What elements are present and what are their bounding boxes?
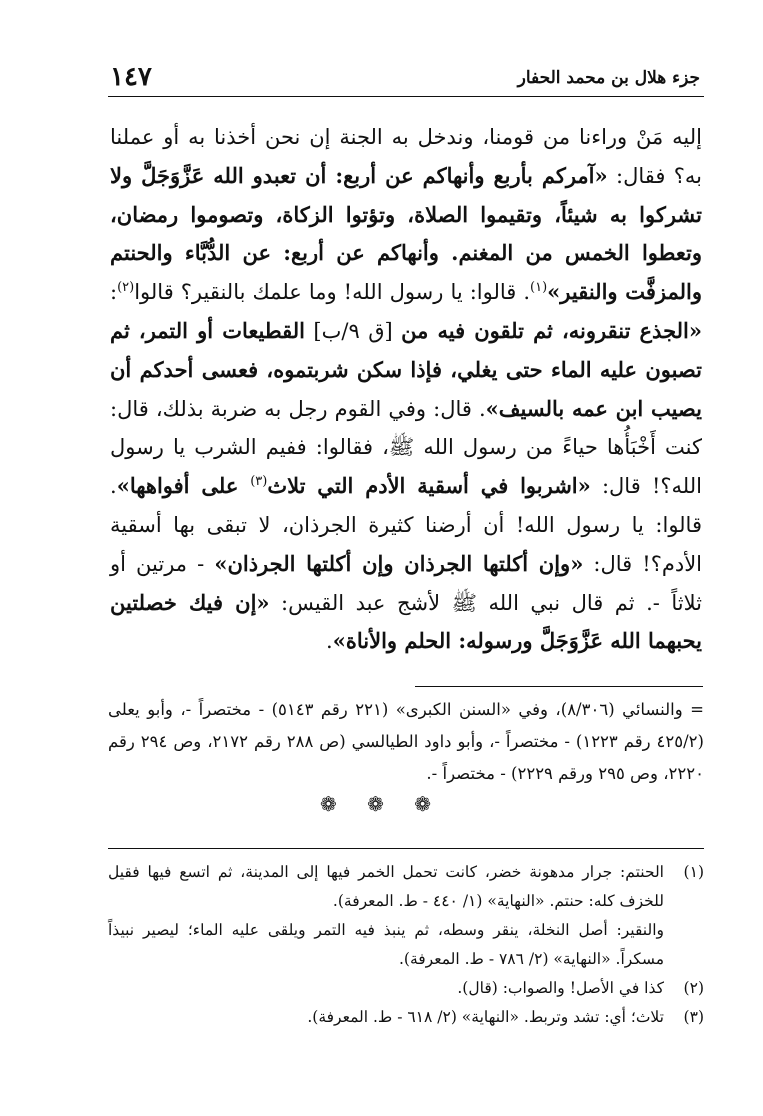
quoted-text: «إن فيك خصلتين يحبهما الله عَزَّوَجَلَّ ورسوله: الحلم والأناة» [110, 589, 702, 654]
quoted-text: القطيعات أو التمر، ثم تصبون عليه الماء حتى يغلي، فإذا سكن شربتموه، فعسى أحدكم أن يصيب ابن عمه بالسيف» [110, 317, 702, 421]
footnote-ref: (٢) [117, 280, 135, 296]
footnote-number: (٢) [683, 979, 704, 997]
footnote [108, 858, 704, 916]
hadith-text [110, 118, 702, 661]
quoted-text: «آمركم بأربع وأنهاكم عن أربع: أن تعبدو الله عَزَّوَجَلَّ ولا تشركوا به شيئاً، وتقيموا الصلاة، وتؤتوا الزكاة، وتصوموا رمضان، وتعطوا الخمس من المغنم. وأنهاكم عن أربع: عن الدُّبَّاء والحنتم والمزفَّت والنقير» [110, 162, 702, 305]
running-header [110, 62, 700, 98]
footnote-number: (٣) [683, 1008, 704, 1026]
footnote [108, 1003, 704, 1032]
footnote [108, 974, 704, 1003]
narrative-text: إليه مَنْ وراءنا من قومنا، وندخل به الجنة إن نحن أخذنا به أو عملنا به؟ فقال: [110, 125, 702, 188]
section-ornaments: ❁ ❁ ❁ [320, 792, 443, 816]
page-number: ١٤٧ [110, 62, 152, 92]
footnote [108, 916, 704, 974]
narrative-text: . قالوا: يا رسول الله! أن أرضنا كثيرة الجرذان، لا تبقى بها أسقية الأدم؟! قال: [110, 474, 703, 576]
note-separator-rule [415, 686, 703, 687]
footnotes [108, 858, 704, 1032]
narrative-text: [ق ٩/ب] [304, 318, 402, 343]
narrative-text: . [326, 629, 333, 654]
quoted-text: على أفواهها» [116, 473, 251, 499]
footnote-number: (١) [683, 863, 704, 881]
footnote-text: الحنتم: جرار مدهونة خضر، كانت تحمل الخمر فيها إلى المدينة، ثم اتسع فيها فقيل للخزف كله: حنتم. «النهاية» (١/ ٤٤٠ - ط. المعرفة). [108, 863, 664, 910]
footnote-ref: (١) [530, 280, 548, 296]
narrative-text: . قالوا: يا رسول الله! وما علمك بالنقير؟ قالوا [134, 280, 531, 305]
narrative-text: . قال: وفي القوم رجل به ضربة بذلك، قال: كنت أَخْبَأُها حياءً من رسول الله ﷺ، فقالوا: ففيم الشرب يا رسول الله؟! قال: [110, 396, 702, 499]
continued-footnote: = والنسائي (٨/٣٠٦)، وفي «السنن الكبرى» (٢٢١ رقم ٥١٤٣) - مختصراً -، وأبو يعلى (٤٢٥/٢ رقم ١٢٢٣) - مختصراً -، وأبو داود الطيالسي (ص ٢٨٨ رقم ٢١٧٢، وص ٢٩٤ رقم ٢٢٢٠، وص ٢٩٥ ورقم ٢٢٢٩) - مختصراً -. [108, 700, 705, 783]
header-rule [108, 96, 704, 97]
narrative-text: : [110, 280, 118, 305]
footnote-text: تلاث؛ أي: تشد وتربط. «النهاية» (٢/ ٦١٨ - ط. المعرفة). [307, 1008, 664, 1026]
footnote-text: كذا في الأصل! والصواب: (قال). [457, 979, 664, 997]
quoted-text: «وإن أكلتها الجرذان وإن أكلتها الجرذان» [214, 550, 584, 576]
footnote-text: والنقير: أصل النخلة، ينقر وسطه، ثم ينبذ فيه التمر ويلقى عليه الماء؛ ليصير نبيذاً مسكراً. «النهاية» (٢/ ٧٨٦ - ط. المعرفة). [108, 921, 664, 968]
quoted-text: «اشربوا في أسقية الأدم التي تلاث [267, 473, 591, 499]
running-title: جزء هلال بن محمد الحفار [517, 68, 700, 88]
narrative-text: - مرتين أو ثلاثاً -. ثم قال نبي الله ﷺ لأشج عبد القيس: [110, 551, 702, 615]
footnote-ref: (٣) [250, 474, 268, 490]
quoted-text: «الجذع تنقرونه، ثم تلقون فيه من [401, 317, 702, 343]
footnote-separator-rule [108, 848, 704, 849]
